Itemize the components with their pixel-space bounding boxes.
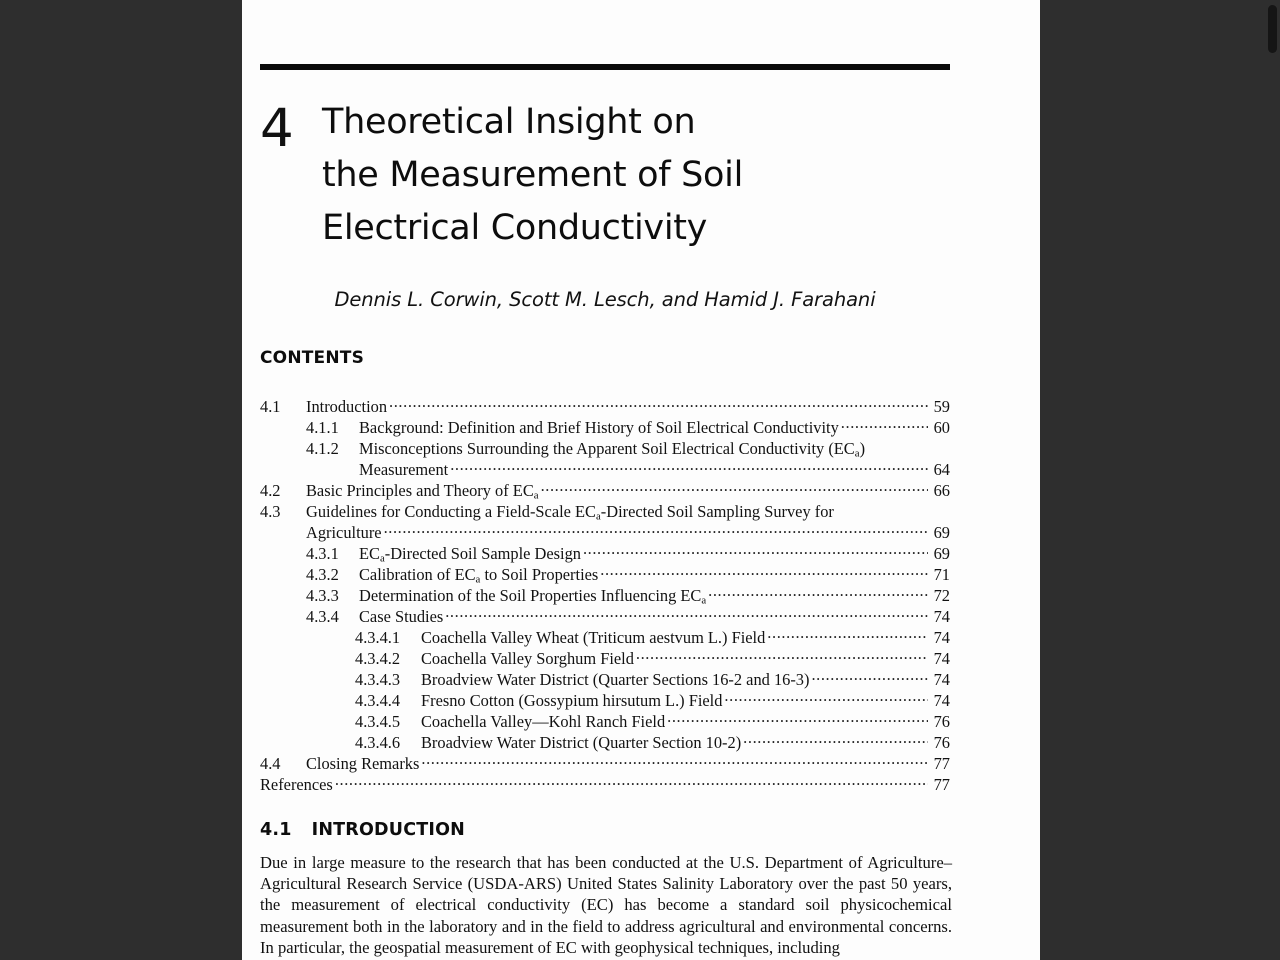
toc-entry-page: 74 <box>933 607 950 626</box>
toc-entry-number: 4.3.1 <box>306 544 339 563</box>
toc-entry-page: 74 <box>933 670 950 689</box>
toc-leader-dots <box>445 601 928 622</box>
chapter-title <box>322 96 743 255</box>
toc-leader-dots <box>583 538 928 559</box>
toc-entry-label: Case Studies <box>359 607 444 626</box>
toc-entry-number: 4.3.4.6 <box>355 733 401 752</box>
toc-leader-dots <box>811 664 928 685</box>
toc-entry-page: 76 <box>933 733 950 752</box>
toc-entry-page: 71 <box>933 565 950 584</box>
toc-entry-number: 4.3.4.5 <box>355 712 401 731</box>
toc-leader-dots <box>636 643 928 664</box>
toc-entry-number: 4.3.4.1 <box>355 628 401 647</box>
section-heading <box>260 820 465 840</box>
document-page <box>242 0 1040 960</box>
toc-entry[interactable] <box>260 769 950 794</box>
toc-entry-label: Introduction <box>306 397 388 416</box>
vertical-scrollbar[interactable] <box>1264 0 1280 960</box>
toc-entry-label: Measurement <box>359 460 449 479</box>
toc-entry-label: Background: Definition and Brief History of Soil Electrical Conductivity <box>359 418 839 437</box>
toc-entry-label: Fresno Cotton (Gossypium hirsutum L.) Field <box>421 691 723 710</box>
toc-entry-page: 74 <box>933 649 950 668</box>
toc-entry-number: 4.1.1 <box>306 418 339 437</box>
toc-entry-label: $EC_a$-Directed Soil Sample Design <box>359 544 581 565</box>
toc-leader-dots <box>743 727 928 748</box>
toc-entry-page: 69 <box>933 544 950 563</box>
toc-entry-label: Misconceptions Surrounding the Apparent Soil Electrical Conductivity $(EC_a)$ <box>359 439 866 460</box>
toc-entry-page: 76 <box>933 712 950 731</box>
toc-leader-dots <box>421 748 928 769</box>
toc-entry-page: 74 <box>933 628 950 647</box>
section-number: 4.1 <box>260 820 292 840</box>
toc-entry-label: Basic Principles and Theory of $EC_a$ <box>306 481 539 502</box>
toc-entry-page: 66 <box>933 481 950 500</box>
chapter-title-line-2: the Measurement of Soil <box>322 155 744 195</box>
section-title: INTRODUCTION <box>311 820 466 840</box>
toc-entry-label: Determination of the Soil Properties Influencing $EC_a$ <box>359 586 707 607</box>
toc-entry-number: 4.4 <box>260 754 281 773</box>
toc-entry-label: Calibration of $EC_a$ to Soil Properties <box>359 565 599 586</box>
toc-leader-dots <box>389 391 928 412</box>
toc-entry-page: 59 <box>933 397 950 416</box>
toc-leader-dots <box>708 580 928 601</box>
toc-leader-dots <box>667 706 928 727</box>
toc-entry-page: 69 <box>933 523 950 542</box>
toc-entry-label: References <box>260 775 333 794</box>
toc-leader-dots <box>541 475 928 496</box>
toc-entry-number: 4.3.4 <box>306 607 339 626</box>
toc-leader-dots <box>600 559 928 580</box>
contents-heading: CONTENTS <box>260 348 365 368</box>
toc-leader-dots <box>867 433 928 454</box>
toc-entry-number: 4.3.3 <box>306 586 339 605</box>
toc-entry-number: 4.1.2 <box>306 439 339 458</box>
toc-entry-number: 4.3 <box>260 502 281 521</box>
toc-entry-page: 72 <box>933 586 950 605</box>
chapter-title-block <box>260 96 950 255</box>
toc-entry-label: Broadview Water District (Quarter Section 10-2) <box>421 733 742 752</box>
toc-entry-number: 4.3.4.2 <box>355 649 401 668</box>
toc-leader-dots <box>767 622 928 643</box>
toc-entry-page: 77 <box>933 754 950 773</box>
toc-entry-label: Broadview Water District (Quarter Sections 16-2 and 16-3) <box>421 670 810 689</box>
toc-entry-page: 74 <box>933 691 950 710</box>
toc-entry-number: 4.2 <box>260 481 281 500</box>
toc-leader-dots <box>450 454 928 475</box>
toc-entry-label: Agriculture <box>306 523 382 542</box>
chapter-title-line-3: Electrical Conductivity <box>322 208 708 248</box>
toc-entry-label: Coachella Valley—Kohl Ranch Field <box>421 712 666 731</box>
toc-entry-number: 4.3.4.3 <box>355 670 401 689</box>
header-rule <box>260 64 950 70</box>
toc-leader-dots <box>841 412 928 433</box>
scrollbar-thumb[interactable] <box>1268 5 1277 53</box>
toc-entry-page: 77 <box>933 775 950 794</box>
chapter-title-line-1: Theoretical Insight on <box>322 102 696 142</box>
toc-leader-dots <box>384 517 928 538</box>
author-line: Dennis L. Corwin, Scott M. Lesch, and Hamid J. Farahani <box>334 288 876 311</box>
body-paragraph: Due in large measure to the research that has been conducted at the U.S. Department of Agriculture–Agricultural Research Service (USDA-ARS) United States Salinity Laboratory over the past 50 years, the measurement of electrical conductivity (EC) has become a standard soil physicochemical measurement both in the laboratory and in the field to address agricultural and environmental concerns. In particular, the geospatial measurement of EC with geophysical techniques, including <box>260 853 952 957</box>
toc-entry[interactable] <box>260 391 950 416</box>
toc-entry-number: 4.3.2 <box>306 565 339 584</box>
toc-leader-dots <box>836 496 928 517</box>
toc-leader-dots <box>335 769 928 790</box>
toc-entry-label: Coachella Valley Wheat (Triticum aestvum L.) Field <box>421 628 766 647</box>
toc-entry-page: 60 <box>933 418 950 437</box>
toc-entry-number: 4.3.4.4 <box>355 691 401 710</box>
toc-entry-label: Guidelines for Conducting a Field-Scale $EC_a$-Directed Soil Sampling Survey for <box>306 502 834 523</box>
chapter-number: 4 <box>260 98 294 159</box>
toc-entry-number: 4.1 <box>260 397 281 416</box>
table-of-contents <box>260 391 950 794</box>
toc-leader-dots <box>724 685 928 706</box>
body-text <box>260 852 952 958</box>
toc-entry-page: 64 <box>933 460 950 479</box>
toc-entry-label: Closing Remarks <box>306 754 420 773</box>
toc-entry-label: Coachella Valley Sorghum Field <box>421 649 634 668</box>
